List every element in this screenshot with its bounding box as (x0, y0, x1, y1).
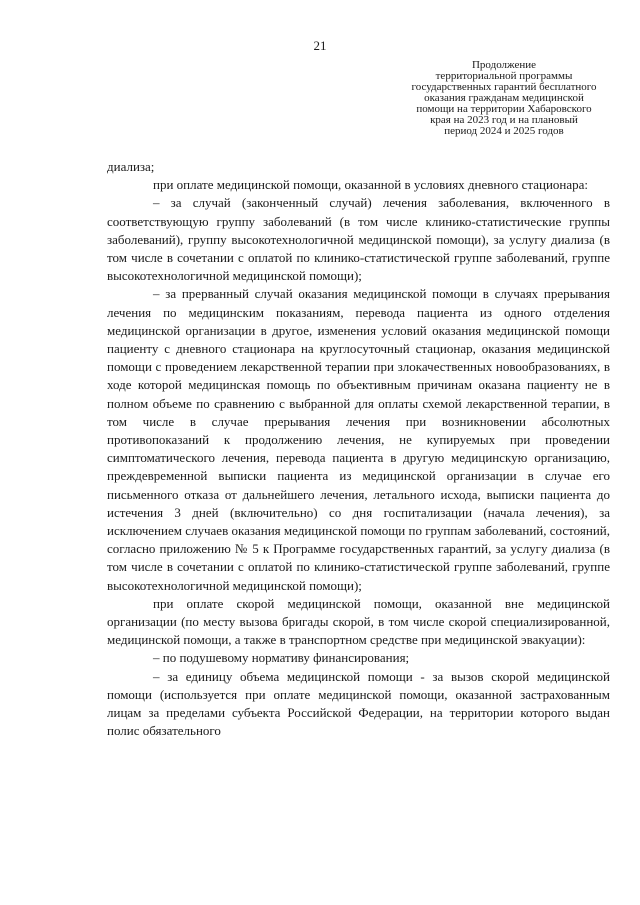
paragraph-per-capita-standard: – по подушевому нормативу финансирования; (153, 650, 410, 666)
appendix-header-line: Продолжение (471, 59, 537, 71)
appendix-header-line: территориальной программы (435, 70, 573, 82)
appendix-header-line: период 2024 и 2025 годов (444, 125, 564, 137)
paragraph-unit-of-volume: – за единицу объема медицинской помощи - за вызов скорой медицинской помощи (используется при оплате медицинской помощи, оказанной застрахованным лицам за пределами субъекта Российской Федерации, на территории которого выдан полис обязательного (107, 668, 610, 739)
appendix-header-line: оказания гражданам медицинской (424, 92, 584, 104)
appendix-header (372, 60, 636, 137)
paragraph-day-hospital-intro: при оплате медицинской помощи, оказанной в условиях дневного стационара: (153, 177, 589, 193)
paragraph-completed-case: – за случай (законченный случай) лечения заболевания, включенного в соответствующую группу заболеваний (в том числе клинико-статистические группы заболеваний), группу высокотехнологичной медицинской помощи), за услугу диализа (в том числе в сочетании с оплатой по клинико-статистической группе заболеваний, группе высокотехнологичной медицинской помощи); (107, 195, 610, 284)
document-body (107, 158, 610, 741)
paragraph-interrupted-case: – за прерванный случай оказания медицинской помощи в случаях прерывания лечения по медицинским показаниям, перевода пациента из одного отделения медицинской организации в другое, изменения условий оказания медицинской помощи пациенту с дневного стационара на круглосуточный стационар, оказания медицинской помощи с проведением лекарственной терапии при злокачественных новообразованиях, в ходе которой медицинская помощь по объективным причинам оказана пациенту не в полном объеме по сравнению с выбранной для оплаты схемой лекарственной терапии, в том числе в случае прерывания лечения при возникновении абсолютных противопоказаний к продолжению лечения, не купируемых при проведении симптоматического лечения, перевода пациента в другую медицинскую организацию, преждевременной выписки пациента из медицинской организации в случае его письменного отказа от дальнейшего лечения, летального исхода, выписки пациента до истечения 3 дней (включительно) со дня госпитализации (начала лечения), за исключением случаев оказания медицинской помощи по группам заболеваний, состояний, согласно приложению № 5 к Программе государственных гарантий, за услугу диализа (в том числе в сочетании с оплатой по клинико-статистической группе заболеваний, группе высокотехнологичной медицинской помощи); (107, 286, 610, 593)
appendix-header-line: края на 2023 год и на плановый (430, 114, 578, 126)
paragraph-emergency-care-intro: при оплате скорой медицинской помощи, оказанной вне медицинской организации (по месту вызова бригады скорой, в том числе скорой специализированной, медицинской помощи, а также в транспортном средстве при медицинской эвакуации): (107, 595, 610, 648)
appendix-header-line: государственных гарантий бесплатного (411, 81, 597, 93)
appendix-header-line: помощи на территории Хабаровского (416, 103, 592, 115)
paragraph-continuation: диализа; (107, 159, 155, 174)
page-number: 21 (313, 38, 327, 53)
